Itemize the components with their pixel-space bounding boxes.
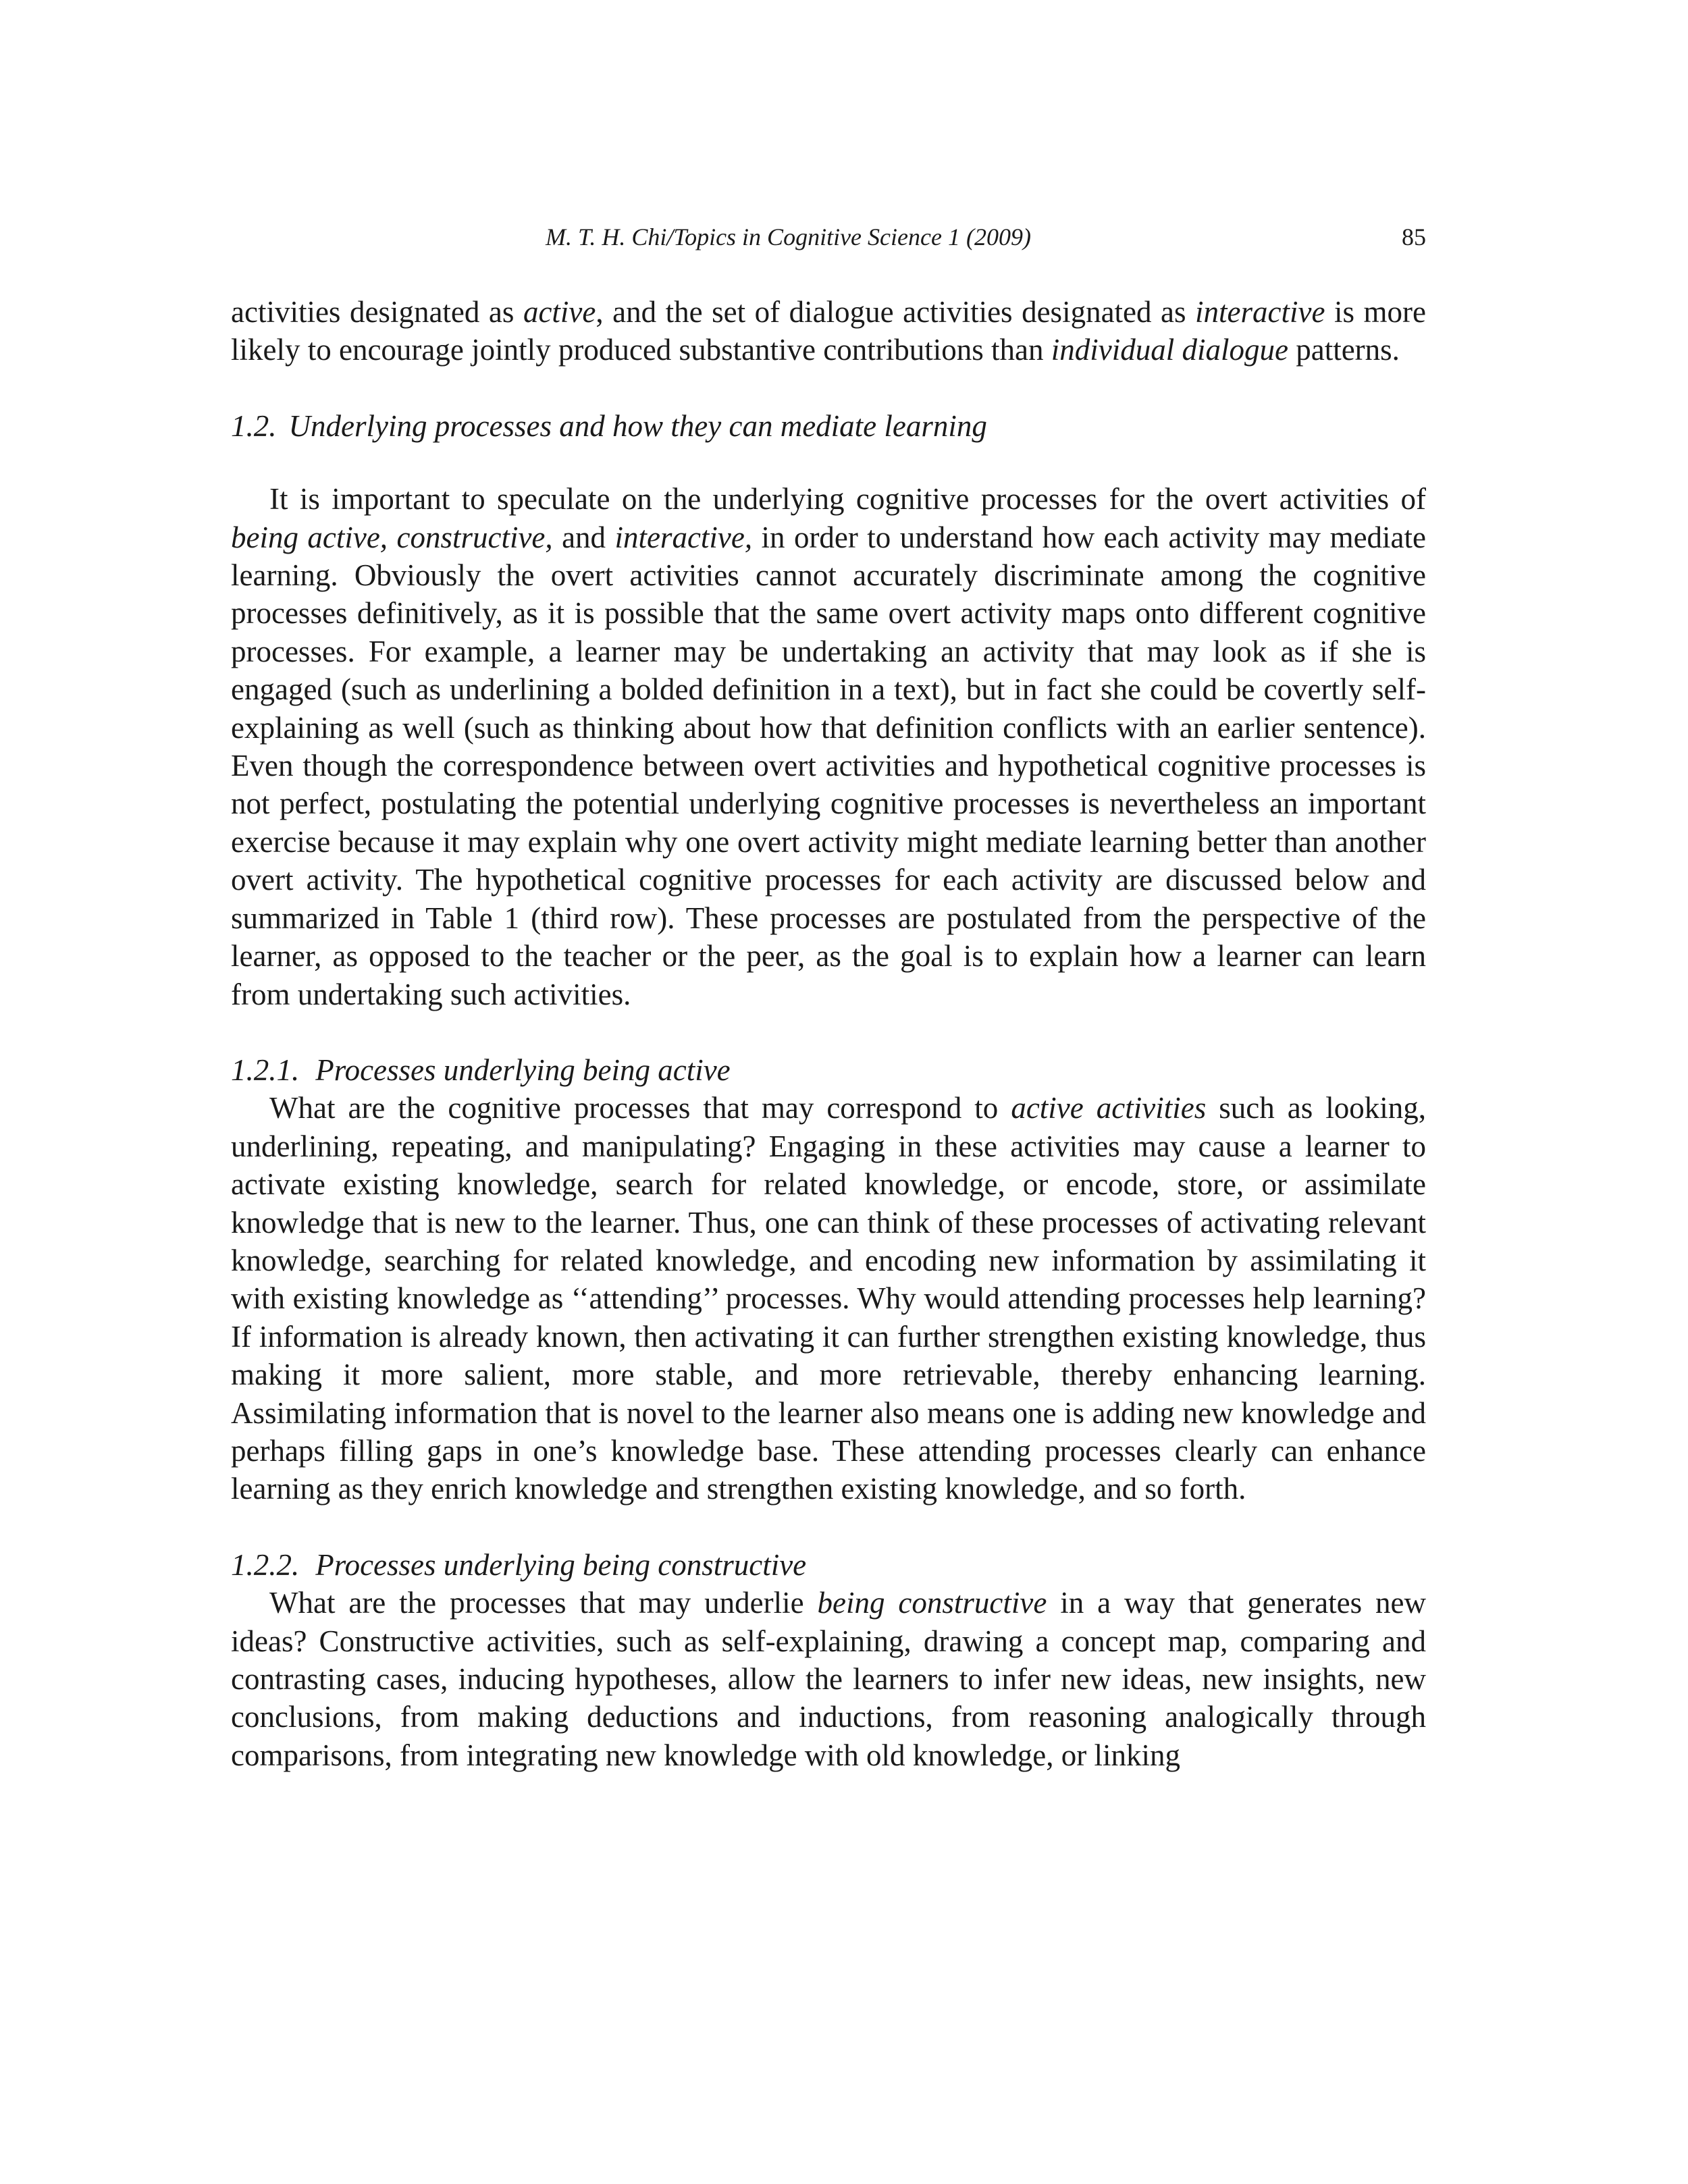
intro-paragraph: activities designated as active, and the set of dialogue activities designated as interactive is more likely to encourage jointly produced substantive contributions than individual dialogue patterns. bbox=[231, 295, 1426, 367]
section-number: 1.2. bbox=[231, 408, 277, 443]
subsection-heading-1-2-1 bbox=[231, 1051, 1426, 1089]
subsection-heading-1-2-2 bbox=[231, 1546, 1426, 1584]
page bbox=[231, 216, 1426, 1774]
subsection-number: 1.2.2. bbox=[231, 1547, 300, 1582]
running-title: M. T. H. Chi/Topics in Cognitive Science 1 (2009) bbox=[546, 223, 1031, 250]
running-head bbox=[231, 216, 1426, 257]
subsection-title: Processes underlying being constructive bbox=[315, 1547, 807, 1582]
section-title: Underlying processes and how they can mediate learning bbox=[288, 408, 987, 443]
section-1-2-2-paragraph: What are the processes that may underlie being constructive in a way that generates new ideas? Constructive activities, such as self-explaining, drawing a concept map, comparing and contrasting cases, inducing hypotheses, allow the learners to infer new ideas, new insights, new conclusions, from making deductions and inductions, from reasoning analogically through comparisons, from integrating new knowledge with old knowledge, or linking bbox=[231, 1586, 1427, 1772]
subsection-title: Processes underlying being active bbox=[315, 1053, 731, 1087]
section-1-2-paragraph: It is important to speculate on the underlying cognitive processes for the overt activities of being active, constructive, and interactive, in order to understand how each activity may mediate learning. Obviously the overt activities cannot accurately discriminate among the cognitive processes definitively, as it is possible that the same overt activity maps onto different cognitive processes. For example, a learner may be undertaking an activity that may look as if she is engaged (such as underlining a bolded definition in a text), but in fact she could be covertly self-explaining as well (such as thinking about how that definition conflicts with an earlier sentence). Even though the correspondence between overt activities and hypothetical cognitive processes is not perfect, postulating the potential underlying cognitive processes is nevertheless an important exercise because it may explain why one overt activity might mediate learning better than another overt activity. The hypothetical cognitive processes for each activity are discussed below and summarized in Table 1 (third row). These processes are postulated from the perspective of the learner, as opposed to the teacher or the peer, as the goal is to explain how a learner can learn from undertaking such activities. bbox=[231, 482, 1426, 1011]
subsection-number: 1.2.1. bbox=[231, 1053, 300, 1087]
page-number: 85 bbox=[1402, 223, 1426, 250]
section-heading-1-2 bbox=[231, 407, 1426, 445]
section-1-2-1-paragraph: What are the cognitive processes that may correspond to active activities such as looking, underlining, repeating, and manipulating? Engaging in these activities may cause a learner to activate existing knowledge, search for related knowledge, or encode, store, or assimilate knowledge that is new to the learner. Thus, one can think of these processes of activating relevant knowledge, searching for related knowledge, and encoding new information by assimilating it with existing knowledge as ‘‘attending’’ processes. Why would attending processes help learning? If information is already known, then activating it can further strengthen existing knowledge, thus making it more salient, more stable, and more retrievable, thereby enhancing learning. Assimilating information that is novel to the learner also means one is adding new knowledge and perhaps filling gaps in one’s knowledge base. These attending processes clearly can enhance learning as they enrich knowledge and strengthen existing knowledge, and so forth. bbox=[231, 1091, 1426, 1506]
